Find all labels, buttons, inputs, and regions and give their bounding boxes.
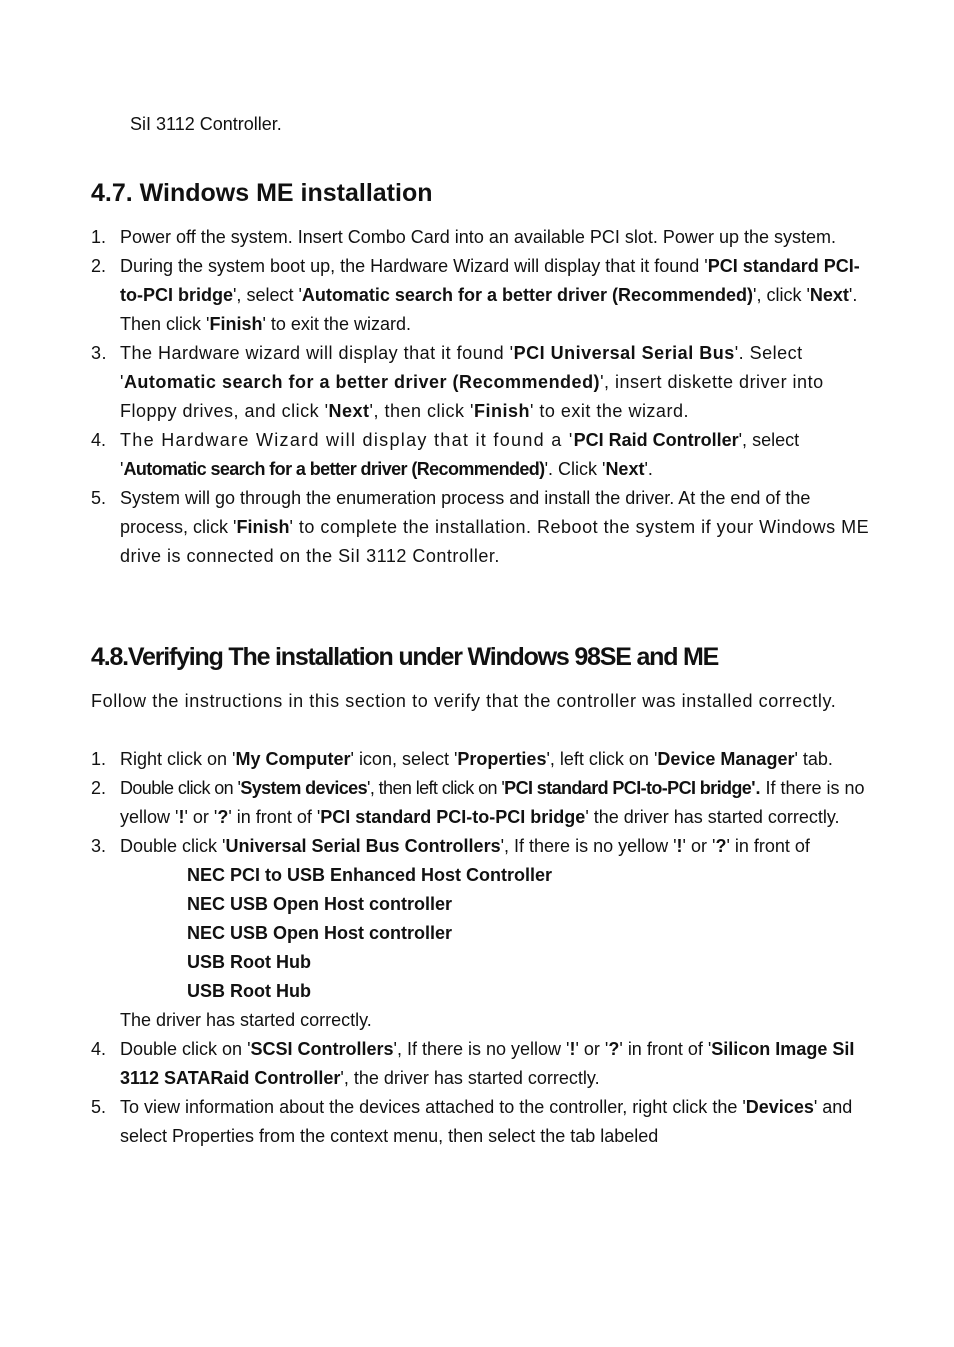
section-48-heading: 4.8.Verifying The installation under Windows 98SE and ME (91, 643, 719, 671)
usb-device-list (120, 861, 881, 1006)
list-item: USB Root Hub (187, 952, 311, 972)
step-text: To view information about the devices attached to the controller, right click the 'Devices' and select Properties from the context menu, then select the tab labeled (120, 1097, 853, 1146)
list-item: NEC USB Open Host controller (187, 923, 453, 943)
step-number: 4. (91, 1039, 107, 1059)
list-item (91, 1035, 881, 1093)
list-item (91, 745, 881, 774)
step-number: 2. (91, 778, 107, 798)
step-tail-text: The driver has started correctly. (120, 1010, 372, 1030)
step-number: 5. (91, 488, 107, 508)
list-item (91, 774, 881, 832)
step-number: 5. (91, 1097, 107, 1117)
list-item (91, 1093, 881, 1151)
carryover-text: SiI 3112 Controller. (130, 114, 282, 134)
step-number: 1. (91, 227, 107, 247)
list-item: NEC USB Open Host controller (187, 894, 453, 914)
step-text: System will go through the enumeration process and install the driver. At the end of the process, click 'Finish' to complete the installation. Reboot the system if your Windows ME drive is connected on the SiI 3112 Controller. (120, 488, 870, 566)
section-48-intro: Follow the instructions in this section to verify that the controller was installed correctly. (91, 691, 837, 711)
step-number: 3. (91, 836, 107, 856)
step-text: During the system boot up, the Hardware Wizard will display that it found 'PCI standard PCI-to-PCI bridge', select 'Automatic search for a better driver (Recommended)', click 'Next'. Then click 'Finish' to exit the wizard. (120, 256, 860, 334)
list-item: NEC PCI to USB Enhanced Host Controller (187, 865, 553, 885)
list-item: USB Root Hub (187, 981, 311, 1001)
step-number: 3. (91, 343, 108, 363)
list-item (91, 339, 881, 426)
step-number: 1. (91, 749, 107, 769)
step-text: The Hardware Wizard will display that it found a 'PCI Raid Controller', select 'Automatic search for a better driver (Recommended)'. Click 'Next'. (120, 430, 800, 479)
section-47-steps (91, 223, 881, 571)
step-text: The Hardware wizard will display that it found 'PCI Universal Serial Bus'. Select 'Automatic search for a better driver (Recommended)', insert diskette driver into Floppy drives, and click 'Next', then click 'Finish' to exit the wizard. (120, 343, 824, 421)
list-item (91, 252, 881, 339)
section-48-steps (91, 745, 881, 1151)
step-number: 2. (91, 256, 107, 276)
list-item (91, 223, 881, 252)
step-text: Double click on 'SCSI Controllers', If there is no yellow '!' or '?' in front of 'Silicon Image SiI 3112 SATARaid Controller', the driver has started correctly. (120, 1039, 855, 1088)
list-item (91, 484, 881, 571)
step-text: Right click on 'My Computer' icon, select 'Properties', left click on 'Device Manager' tab. (120, 749, 833, 769)
step-number: 4. (91, 430, 107, 450)
section-47-heading: 4.7. Windows ME installation (91, 179, 433, 207)
list-item (91, 832, 881, 1035)
step-text: Double click on 'System devices', then left click on 'PCI standard PCI-to-PCI bridge'. If there is no yellow '!' or '?' in front of 'PCI standard PCI-to-PCI bridge' the driver has started correctly. (120, 778, 865, 827)
list-item (91, 426, 881, 484)
step-text: Power off the system. Insert Combo Card into an available PCI slot. Power up the system. (120, 227, 836, 247)
step-text: Double click 'Universal Serial Bus Controllers', If there is no yellow '!' or '?' in front of (120, 836, 810, 856)
